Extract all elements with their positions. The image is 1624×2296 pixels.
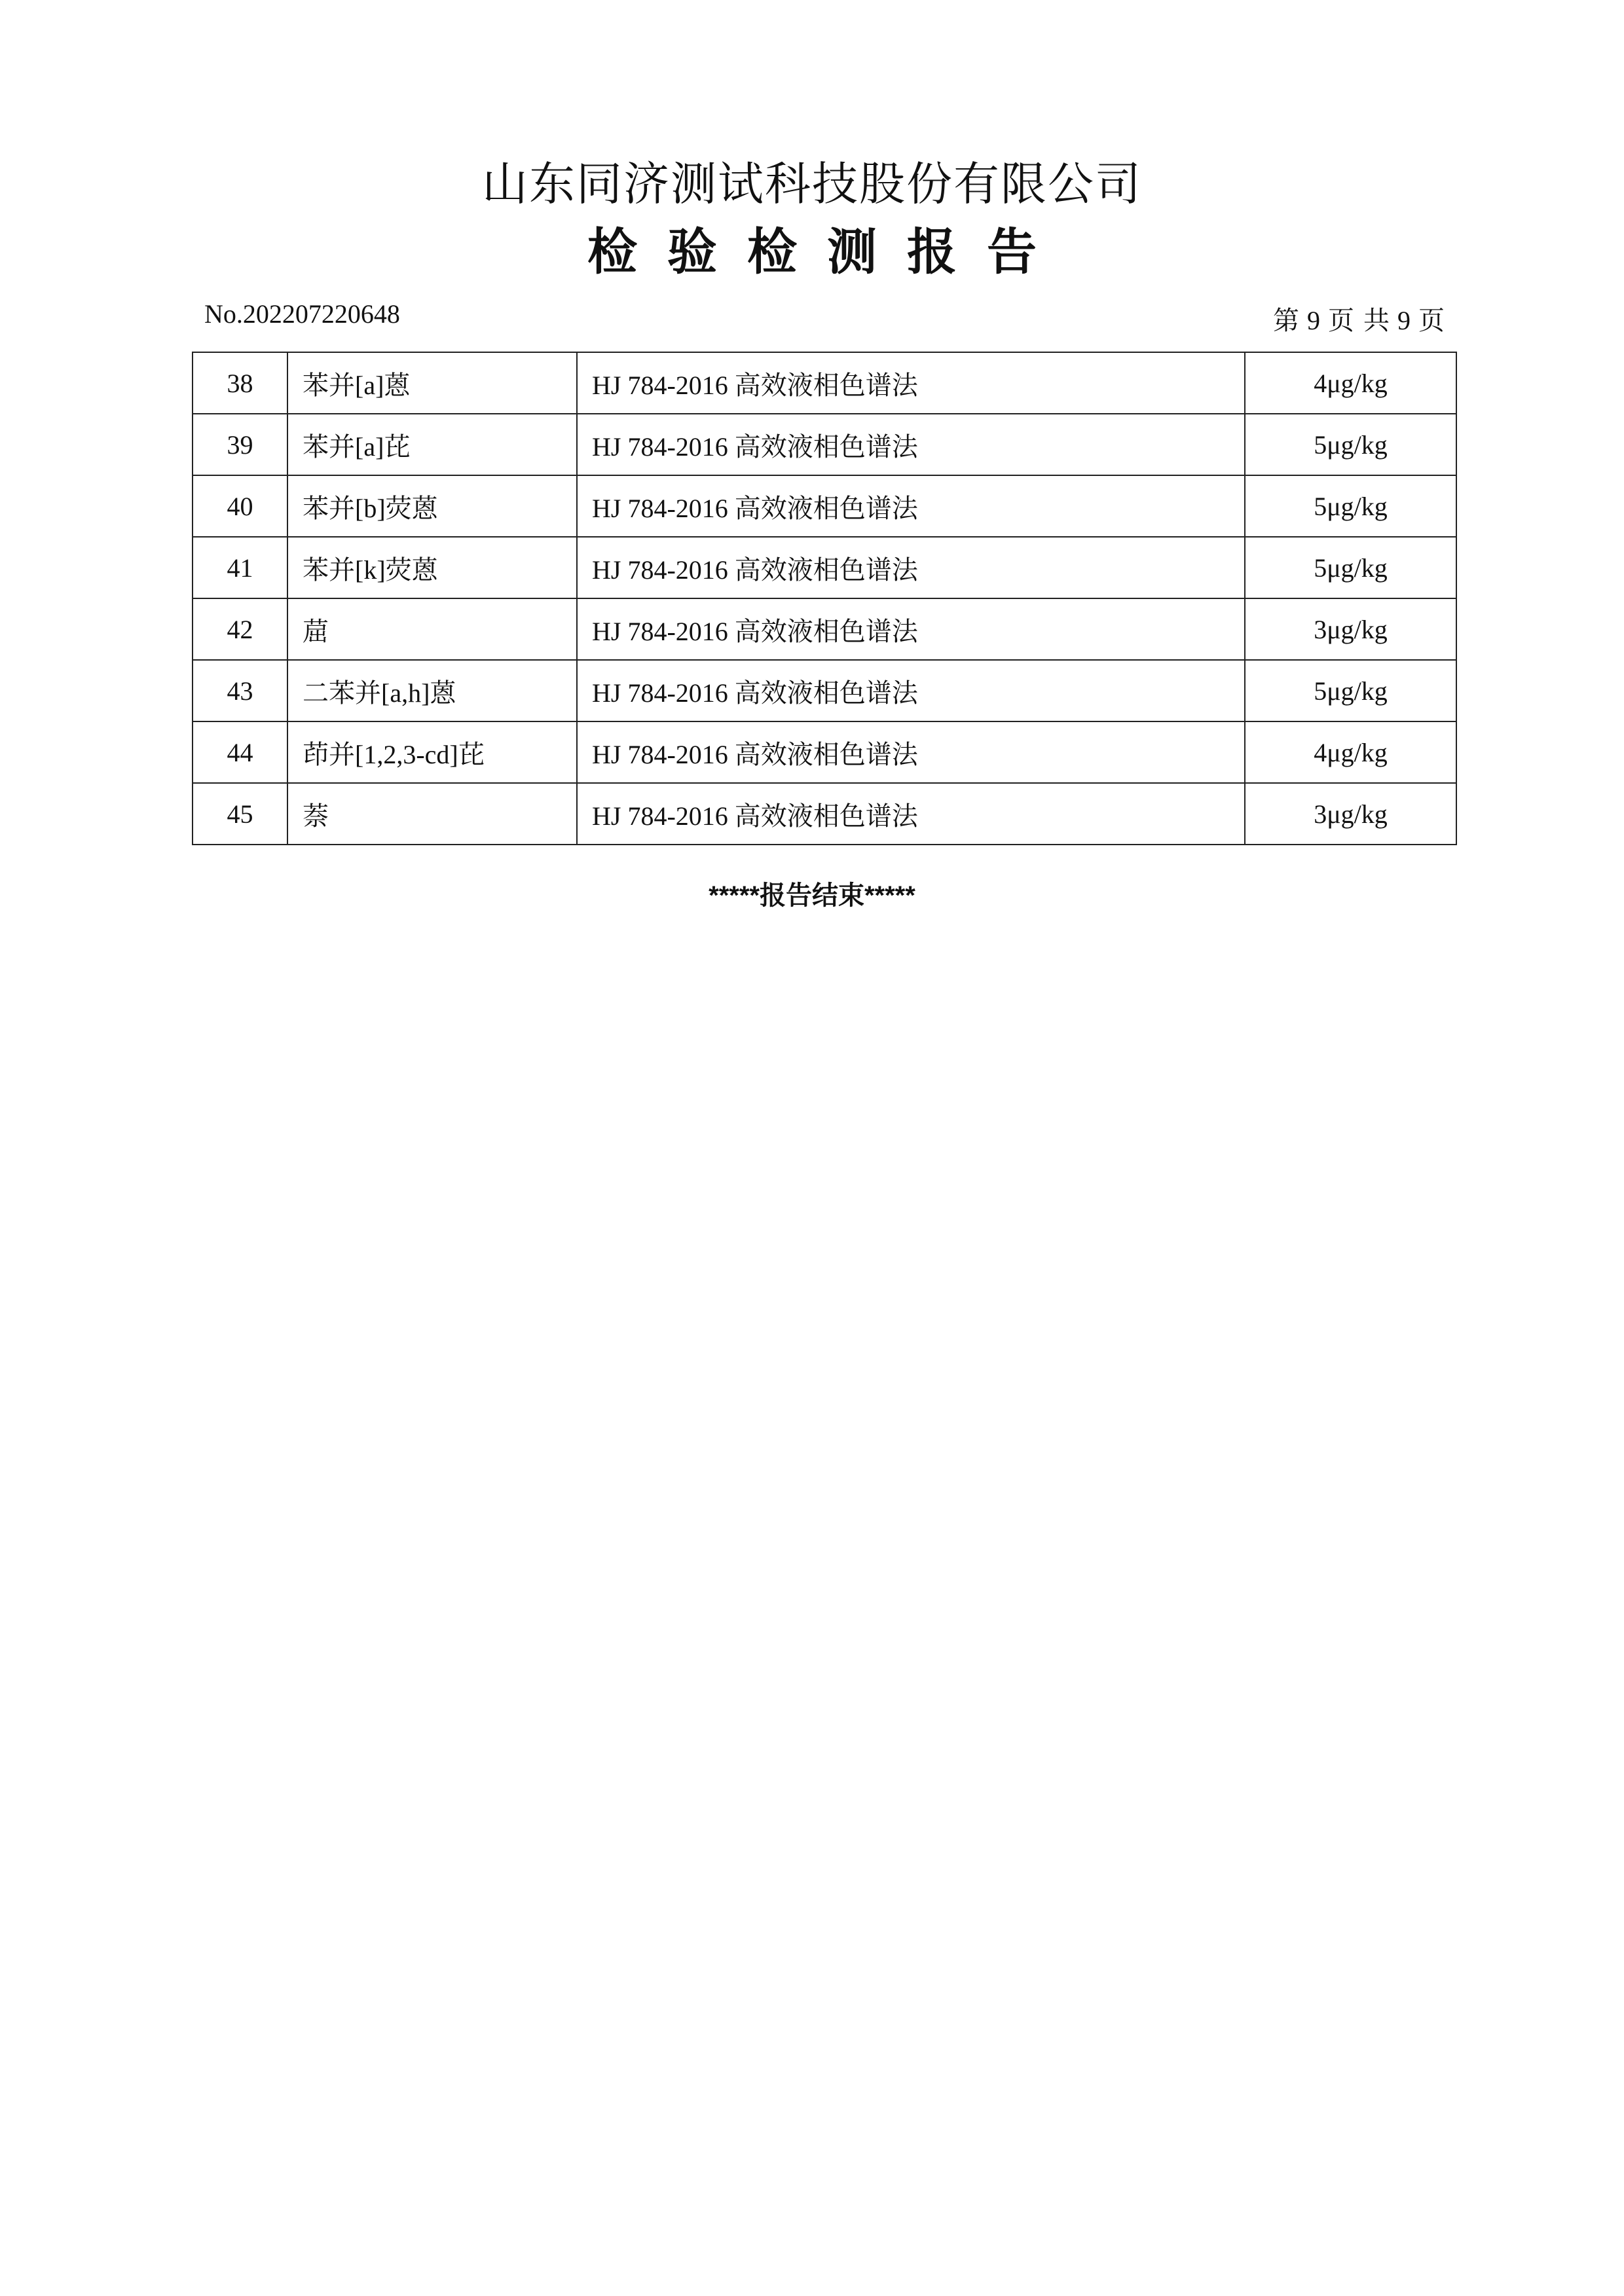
page-suffix: 页 — [1418, 306, 1445, 335]
report-end-mark: *****报告结束***** — [709, 881, 915, 910]
test-item: 二苯并[a,h]蒽 — [287, 660, 577, 721]
table-row — [193, 475, 1456, 537]
row-number: 39 — [193, 414, 287, 475]
table-row — [193, 598, 1456, 660]
detection-limit: 5μg/kg — [1245, 660, 1456, 721]
row-number: 41 — [193, 537, 287, 598]
test-method: HJ 784-2016 高效液相色谱法 — [577, 537, 1245, 598]
report-title: 检验检测报告 — [587, 225, 1067, 280]
test-item: 䓛 — [287, 598, 577, 660]
table-row — [193, 721, 1456, 783]
test-method: HJ 784-2016 高效液相色谱法 — [577, 783, 1245, 845]
page-total: 9 — [1397, 306, 1411, 335]
page-prefix: 第 — [1273, 306, 1299, 335]
test-item: 苯并[a]芘 — [287, 414, 577, 475]
row-number: 42 — [193, 598, 287, 660]
table-row — [193, 352, 1456, 414]
detection-limit: 5μg/kg — [1245, 414, 1456, 475]
test-item: 苯并[b]荧蒽 — [287, 475, 577, 537]
table-row — [193, 414, 1456, 475]
report-number: No.202207220648 — [204, 299, 400, 329]
test-method: HJ 784-2016 高效液相色谱法 — [577, 598, 1245, 660]
results-table — [192, 352, 1457, 845]
company-name: 山东同济测试科技股份有限公司 — [482, 160, 1142, 210]
test-method: HJ 784-2016 高效液相色谱法 — [577, 414, 1245, 475]
row-number: 43 — [193, 660, 287, 721]
test-item: 茚并[1,2,3-cd]芘 — [287, 721, 577, 783]
test-method: HJ 784-2016 高效液相色谱法 — [577, 660, 1245, 721]
test-item: 苯并[a]蒽 — [287, 352, 577, 414]
test-item: 苯并[k]荧蒽 — [287, 537, 577, 598]
detection-limit: 4μg/kg — [1245, 721, 1456, 783]
row-number: 45 — [193, 783, 287, 845]
table-row — [193, 783, 1456, 845]
detection-limit: 3μg/kg — [1245, 783, 1456, 845]
table-row — [193, 537, 1456, 598]
test-method: HJ 784-2016 高效液相色谱法 — [577, 721, 1245, 783]
table-row — [193, 660, 1456, 721]
detection-limit: 4μg/kg — [1245, 352, 1456, 414]
test-method: HJ 784-2016 高效液相色谱法 — [577, 352, 1245, 414]
row-number: 40 — [193, 475, 287, 537]
detection-limit: 5μg/kg — [1245, 475, 1456, 537]
test-method: HJ 784-2016 高效液相色谱法 — [577, 475, 1245, 537]
detection-limit: 5μg/kg — [1245, 537, 1456, 598]
row-number: 44 — [193, 721, 287, 783]
page-current: 9 — [1307, 306, 1320, 335]
detection-limit: 3μg/kg — [1245, 598, 1456, 660]
page-indicator — [1269, 302, 1449, 339]
page-mid: 页 共 — [1328, 306, 1390, 335]
row-number: 38 — [193, 352, 287, 414]
test-item: 萘 — [287, 783, 577, 845]
